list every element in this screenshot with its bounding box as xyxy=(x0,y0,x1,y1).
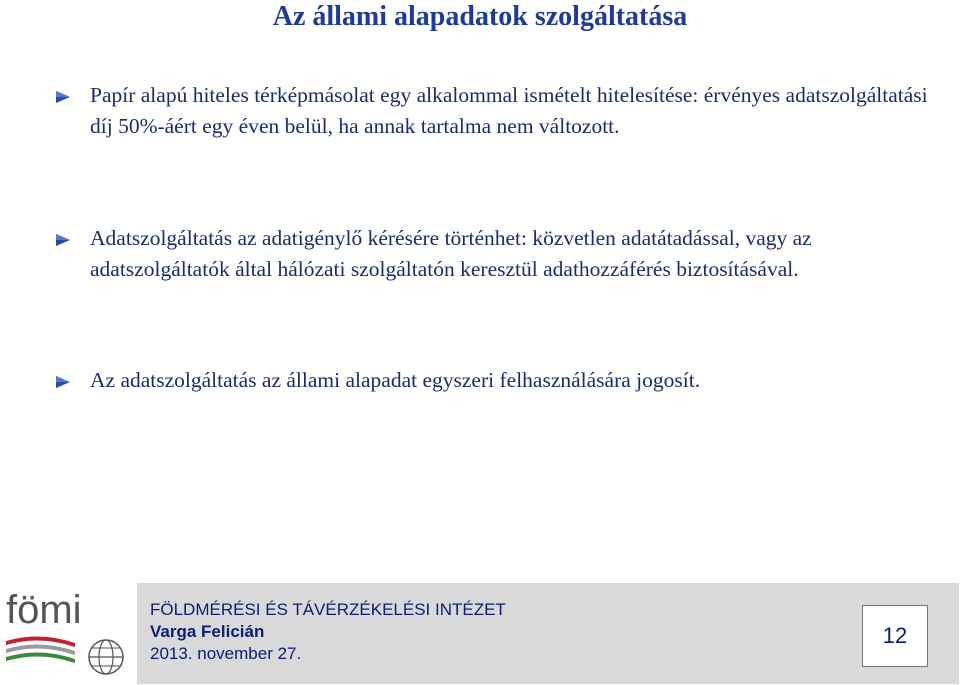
arrow-bullet-icon xyxy=(56,91,70,103)
arrow-bullet-icon xyxy=(56,234,70,246)
institute-name: FÖLDMÉRÉSI ÉS TÁVÉRZÉKELÉSI INTÉZET xyxy=(150,600,506,619)
bullet-text: Az adatszolgáltatás az állami alapadat egyszeri felhasználására jogosít. xyxy=(90,368,701,392)
bullet-item xyxy=(56,80,946,142)
author-name: Varga Felicián xyxy=(150,622,265,641)
page-number: 12 xyxy=(862,605,928,667)
bullet-text: Adatszolgáltatás az adatigénylő kérésére történhet: közvetlen adatátadással, vagy az adatszolgáltatók által hálózati szolgáltatón keresztül adathozzáférés biztosításával. xyxy=(90,226,812,281)
globe-icon xyxy=(89,640,123,674)
logo-text: fömi xyxy=(6,588,82,632)
slide-title: Az állami alapadatok szolgáltatása xyxy=(272,1,688,32)
footer-text xyxy=(150,599,506,665)
presentation-date: 2013. november 27. xyxy=(150,644,302,663)
bullet-text: Papír alapú hiteles térképmásolat egy alkalommal ismételt hitelesítése: érvényes adatszolgáltatási díj 50%-áért egy éven belül, ha annak tartalma nem változott. xyxy=(90,83,928,138)
bullet-item xyxy=(56,223,946,285)
arrow-bullet-icon xyxy=(56,376,70,388)
footer-bar xyxy=(137,583,959,684)
bullet-item xyxy=(56,365,700,396)
fomi-logo xyxy=(0,583,137,685)
